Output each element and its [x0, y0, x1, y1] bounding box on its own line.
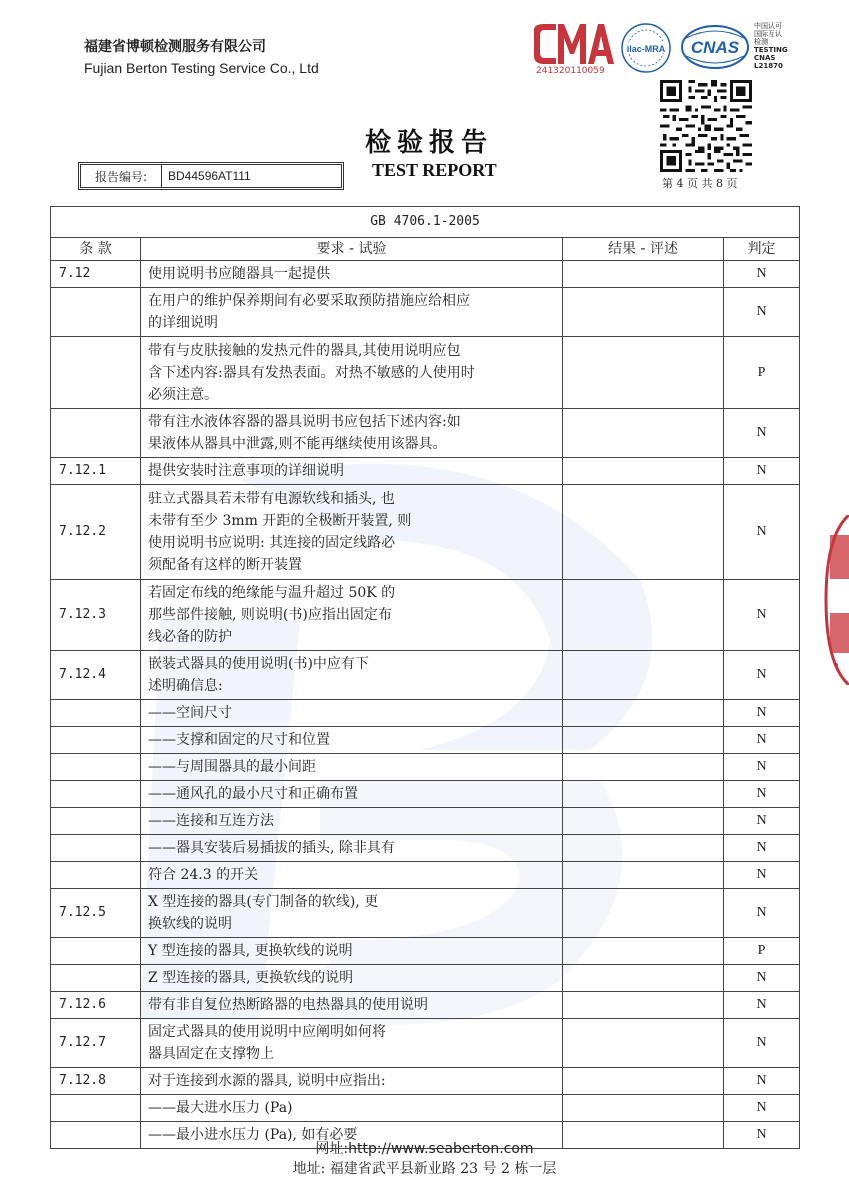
red-stamp-edge: [822, 515, 849, 685]
table-row: [51, 808, 800, 835]
requirement-line: Z 型连接的器具, 更换软线的说明: [148, 970, 354, 986]
requirement-line: 线必备的防护: [148, 629, 232, 645]
table-row: [51, 938, 800, 965]
verdict-cell: N: [724, 1122, 800, 1149]
requirement-line: Y 型连接的器具, 更换软线的说明: [148, 943, 353, 959]
table-row: [51, 889, 800, 938]
requirement-line: 的详细说明: [148, 315, 218, 331]
qr-code-icon: [660, 80, 752, 172]
verdict-cell: N: [724, 1068, 800, 1095]
table-row: [51, 862, 800, 889]
verdict-cell: N: [724, 409, 800, 458]
clause-cell: 7.12: [51, 261, 141, 288]
result-cell: [563, 754, 724, 781]
clause-cell: [51, 288, 141, 337]
result-cell: [563, 700, 724, 727]
table-row: [51, 337, 800, 409]
requirement-cell: [141, 938, 563, 965]
requirement-line: 含下述内容:器具有发热表面。对热不敏感的人使用时: [148, 364, 475, 381]
result-cell: [563, 337, 724, 409]
clause-cell: [51, 409, 141, 458]
requirement-line: 未带有至少 3mm 开距的全极断开装置, 则: [148, 513, 412, 529]
requirement-line: 带有注水液体容器的器具说明书应包括下述内容:如: [148, 414, 461, 430]
svg-text:ilac-MRA: ilac-MRA: [626, 44, 666, 54]
company-block: [84, 36, 319, 76]
clause-cell: [51, 781, 141, 808]
table-row: [51, 965, 800, 992]
requirement-cell: [141, 1068, 563, 1095]
table-row: [51, 700, 800, 727]
clause-cell: [51, 700, 141, 727]
requirement-cell: [141, 409, 563, 458]
clause-cell: [51, 337, 141, 409]
footer-address: 地址: 福建省武平县新业路 23 号 2 栋一层: [292, 1161, 557, 1177]
verdict-cell: P: [724, 938, 800, 965]
table-row: [51, 261, 800, 288]
cnas-line-3: 检测: [754, 38, 768, 46]
clause-cell: 7.12.3: [51, 580, 141, 651]
requirement-cell: [141, 727, 563, 754]
requirement-cell: [141, 992, 563, 1019]
result-cell: [563, 1095, 724, 1122]
requirement-line: ——通风孔的最小尺寸和正确布置: [148, 786, 358, 802]
requirement-cell: [141, 835, 563, 862]
clause-cell: [51, 965, 141, 992]
requirement-line: 带有与皮肤接触的发热元件的器具,其使用说明应包: [148, 342, 461, 359]
col-header-verdict: 判定: [724, 238, 800, 261]
requirement-line: 果液体从器具中泄露,则不能再继续使用该器具。: [148, 436, 447, 452]
requirement-line: ——最小进水压力 (Pa), 如有必要: [148, 1127, 358, 1143]
requirement-line: ——最大进水压力 (Pa): [148, 1100, 293, 1116]
requirement-line: 在用户的维护保养期间有必要采取预防措施应给相应: [148, 293, 470, 309]
cnas-line-2: 国际互认: [754, 30, 782, 38]
verdict-cell: N: [724, 458, 800, 485]
clause-cell: [51, 754, 141, 781]
clause-cell: 7.12.8: [51, 1068, 141, 1095]
table-row: [51, 485, 800, 580]
cnas-line-4: TESTING: [754, 46, 788, 54]
table-row: [51, 835, 800, 862]
table-row: [51, 409, 800, 458]
table-row: [51, 727, 800, 754]
table-row: [51, 458, 800, 485]
requirement-cell: [141, 337, 563, 409]
clause-cell: 7.12.7: [51, 1019, 141, 1068]
table-row: [51, 754, 800, 781]
verdict-cell: N: [724, 835, 800, 862]
requirement-line: 符合 24.3 的开关: [148, 867, 259, 883]
report-number-value: BD44596AT111: [168, 169, 251, 183]
cma-number: 241320110059: [536, 66, 605, 76]
requirement-line: 驻立式器具若未带有电源软线和插头, 也: [148, 491, 395, 507]
requirement-line: 器具固定在支撑物上: [148, 1046, 274, 1062]
result-cell: [563, 261, 724, 288]
requirement-line: 述明确信息:: [148, 678, 223, 694]
requirement-line: 使用说明书应随器具一起提供: [148, 266, 330, 282]
col-header-result: 结果 - 评述: [563, 238, 724, 261]
verdict-cell: N: [724, 992, 800, 1019]
company-name-cn: 福建省博顿检测服务有限公司: [84, 39, 266, 55]
table-row: [51, 1095, 800, 1122]
requirement-line: X 型连接的器具(专门制备的软线), 更: [148, 894, 379, 910]
result-cell: [563, 889, 724, 938]
requirement-cell: [141, 651, 563, 700]
standard-row: [51, 207, 800, 238]
certification-logos: [528, 18, 798, 80]
table-row: [51, 651, 800, 700]
verdict-cell: N: [724, 580, 800, 651]
requirement-cell: [141, 580, 563, 651]
requirement-line: 对于连接到水源的器具, 说明中应指出:: [148, 1073, 386, 1089]
table-row: [51, 1068, 800, 1095]
clause-cell: 7.12.5: [51, 889, 141, 938]
requirement-line: 嵌装式器具的使用说明(书)中应有下: [148, 656, 369, 672]
table-row: [51, 992, 800, 1019]
requirement-cell: [141, 1019, 563, 1068]
verdict-cell: N: [724, 288, 800, 337]
verdict-cell: N: [724, 700, 800, 727]
requirement-cell: [141, 862, 563, 889]
requirement-cell: [141, 1095, 563, 1122]
cnas-line-1: 中国认可: [754, 22, 782, 30]
company-name-en: Fujian Berton Testing Service Co., Ltd: [84, 60, 319, 76]
result-cell: [563, 1019, 724, 1068]
verdict-cell: N: [724, 485, 800, 580]
result-cell: [563, 727, 724, 754]
cnas-line-5: CNAS L21870: [754, 54, 783, 70]
verdict-cell: N: [724, 862, 800, 889]
clause-cell: [51, 835, 141, 862]
clause-cell: [51, 938, 141, 965]
requirement-cell: [141, 754, 563, 781]
result-cell: [563, 862, 724, 889]
requirement-cell: [141, 288, 563, 337]
result-cell: [563, 965, 724, 992]
verdict-cell: N: [724, 754, 800, 781]
requirement-line: 须配备有这样的断开装置: [148, 557, 302, 573]
requirement-cell: [141, 808, 563, 835]
col-header-requirement: 要求 - 试验: [141, 238, 563, 261]
verdict-cell: N: [724, 727, 800, 754]
requirement-cell: [141, 485, 563, 580]
requirement-cell: [141, 458, 563, 485]
requirement-line: ——连接和互连方法: [148, 813, 274, 829]
clause-cell: [51, 808, 141, 835]
result-cell: [563, 835, 724, 862]
clause-cell: 7.12.1: [51, 458, 141, 485]
requirement-line: 带有非自复位热断路器的电热器具的使用说明: [148, 997, 428, 1013]
verdict-cell: N: [724, 965, 800, 992]
result-cell: [563, 1068, 724, 1095]
table-row: [51, 288, 800, 337]
requirement-cell: [141, 965, 563, 992]
result-cell: [563, 409, 724, 458]
clause-cell: [51, 862, 141, 889]
standard-code: GB 4706.1-2005: [51, 207, 800, 238]
requirement-line: 使用说明书应说明: 其连接的固定线路必: [148, 535, 396, 551]
ilac-mra-logo-icon: [620, 22, 672, 74]
result-cell: [563, 288, 724, 337]
result-cell: [563, 938, 724, 965]
requirement-cell: [141, 700, 563, 727]
requirement-cell: [141, 889, 563, 938]
requirement-line: ——器具安装后易插拔的插头, 除非具有: [148, 840, 395, 856]
requirement-line: ——支撑和固定的尺寸和位置: [148, 732, 330, 748]
requirement-line: ——与周围器具的最小间距: [148, 759, 316, 775]
verdict-cell: N: [724, 889, 800, 938]
table-row: [51, 1019, 800, 1068]
requirement-line: 若固定布线的绝缘能与温升超过 50K 的: [148, 585, 396, 601]
verdict-cell: N: [724, 1095, 800, 1122]
requirement-line: 必须注意。: [148, 386, 218, 403]
verdict-cell: N: [724, 651, 800, 700]
verdict-cell: N: [724, 808, 800, 835]
report-number-box: [80, 164, 342, 188]
result-cell: [563, 781, 724, 808]
clause-cell: 7.12.2: [51, 485, 141, 580]
requirement-line: ——空间尺寸: [148, 705, 232, 721]
result-cell: [563, 485, 724, 580]
report-number-label: 报告编号:: [81, 165, 162, 187]
cnas-text: [754, 22, 798, 70]
verdict-cell: N: [724, 1019, 800, 1068]
result-cell: [563, 808, 724, 835]
clause-cell: [51, 727, 141, 754]
requirement-line: 固定式器具的使用说明中应阐明如何将: [148, 1024, 386, 1040]
clause-cell: 7.12.4: [51, 651, 141, 700]
footer-website: 网址:http://www.seaberton.com: [315, 1141, 534, 1157]
requirement-line: 那些部件接触, 则说明(书)应指出固定布: [148, 607, 392, 623]
requirement-cell: [141, 261, 563, 288]
requirement-cell: [141, 781, 563, 808]
report-title-en: TEST REPORT: [372, 160, 497, 180]
header-row: [51, 238, 800, 261]
table-row: [51, 580, 800, 651]
result-cell: [563, 651, 724, 700]
verdict-cell: N: [724, 781, 800, 808]
svg-text:CNAS: CNAS: [690, 38, 740, 57]
verdict-cell: N: [724, 261, 800, 288]
clause-cell: [51, 1095, 141, 1122]
inspection-table: [50, 206, 800, 1149]
verdict-cell: P: [724, 337, 800, 409]
requirement-line: 换软线的说明: [148, 916, 232, 932]
result-cell: [563, 992, 724, 1019]
requirement-line: 提供安装时注意事项的详细说明: [148, 463, 344, 479]
clause-cell: 7.12.6: [51, 992, 141, 1019]
result-cell: [563, 458, 724, 485]
result-cell: [563, 580, 724, 651]
table-row: [51, 781, 800, 808]
col-header-clause: 条 款: [51, 238, 141, 261]
page-info: 第 4 页 共 8 页: [662, 177, 738, 190]
cnas-logo-icon: [680, 24, 750, 70]
report-title-cn: 检验报告: [365, 128, 494, 158]
